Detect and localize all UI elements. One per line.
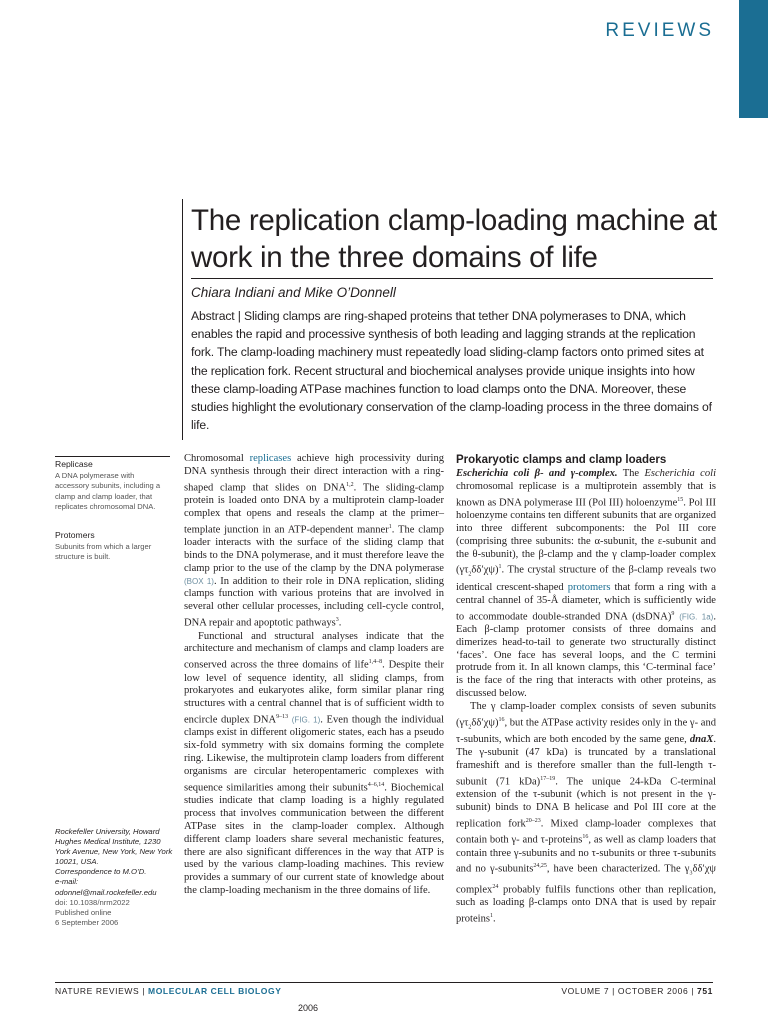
body-paragraph: Functional and structural analyses indicate that the architecture and mechanism of clamps and clamp loaders are conserved across the three domains of life$^{1,4-8}$. Despite their low level of sequence identity, all sliding clamps, from prokaryotes and eukaryotes alike, form similar planar ring structures with a central channel that is of sufficient width to encircle duplex DNA$^{9-13}$ (FIG. 1). Even though the individual clamps exist in different oligomeric states, each has a pseudo six-fold symmetry with six domains forming the complete ring. Likewise, the multiprotein clamp loaders from different organisms are circular heteropentameric complexes with sequence similarities among their subunits$^{4-6,14}$. Biochemical studies indicate that clamp loading is a highly regulated process that involves communication between the different ATPase sites in the clamp-loader complex. Although different clamp loaders share several mechanistic features, there are also significant differences in the way that ATP is used by the various clamp-loading machines. This review provides a summary of our current state of knowledge about the clamp-loading mechanism in the three domains of life. [184, 630, 445, 897]
journal-name: NATURE REVIEWS [55, 986, 140, 996]
side-tab-marker [739, 0, 768, 118]
body-column-2 [456, 453, 716, 926]
volume-info: VOLUME 7 | OCTOBER 2006 | [561, 986, 695, 996]
email-line[interactable]: e-mail: odonnel@mail.rockefeller.edu [55, 877, 157, 897]
title-horizontal-rule [191, 278, 713, 279]
affiliation-address: Rockefeller University, Howard Hughes Medical Institute, 1230 York Avenue, New York, New York 10021, USA. [55, 827, 173, 867]
article-abstract: Abstract | Sliding clamps are ring-shaped proteins that tether DNA polymerases to DNA, which enables the rapid and processive synthesis of both leading and lagging strands at the replication fork. The clamp-loading machinery must repeatedly load sliding-clamp factors onto primed sites at the replication fork. Recent structural and biochemical analyses provide unique insights into how these clamp-loading ATPase machines function to load clamps onto the DNA. Moreover, these studies highlight the evolutionary conservation of the clamp-loading process in the three domains of life. [191, 309, 712, 433]
glossary-definition: A DNA polymerase with accessory subunits, including a clamp and clamp loader, that replicates chromosomal DNA. [55, 471, 161, 511]
footer-journal: NATURE REVIEWS | MOLECULAR CELL BIOLOGY [55, 986, 282, 996]
body-paragraph: Escherichia coli β- and γ-complex. The Escherichia coli chromosomal replicase is a multiprotein assembly that is known as DNA polymerase III (Pol III) holoenzyme$^{15}$. Pol III holoenzyme contains ten different subunits that are organized into three different subcomponents: the Pol III core (comprising three subunits: the α-subunit, the ε-subunit and the θ-subunit), the β-clamp and the γ clamp-loader complex $(\gamma\tau_2\delta\delta'\chi\psi)^1$. The crystal structure of the β-clamp reveals two identical crescent-shaped protomers that form a ring with a central channel of 35-Å diameter, which is sufficiently wide to accommodate double-stranded DNA (dsDNA)$^9$ (FIG. 1a). Each β-clamp protomer consists of three domains and dimerizes head-to-tail to generate two structurally distinct ‘faces’. One face has several loops, and the C termini protrude from it. In all known clamps, this ‘C-terminal face’ is the face of the ring that interacts with other proteins, as discussed below. [456, 468, 716, 700]
title-vertical-rule [182, 199, 183, 440]
glossary-term: Protomers [55, 530, 95, 540]
article-authors: Chiara Indiani and Mike O’Donnell [191, 285, 396, 300]
glossary-rule [55, 456, 170, 457]
correspondence-line: Correspondence to M.O’D. [55, 867, 147, 877]
glossary-term: Replicase [55, 459, 93, 469]
section-heading: Prokaryotic clamps and clamp loaders [456, 454, 667, 466]
body-column-1 [184, 453, 444, 898]
page-number: 751 [697, 986, 713, 996]
published-label: Published online [55, 907, 112, 917]
published-date: 6 September 2006 [55, 917, 119, 927]
section-label: REVIEWS [605, 20, 714, 41]
bottom-year: 2006 [298, 1003, 319, 1013]
journal-section: MOLECULAR CELL BIOLOGY [148, 986, 282, 996]
glossary-entry-protomers [55, 530, 170, 563]
footer-volume [561, 986, 713, 996]
author-affiliation [55, 827, 173, 928]
glossary-entry-replicase [55, 459, 170, 512]
doi-line[interactable]: doi: 10.1038/nrm2022 [55, 897, 130, 907]
glossary-definition: Subunits from which a larger structure is built. [55, 542, 152, 562]
body-paragraph: Chromosomal replicases achieve high processivity during DNA synthesis through their direct interaction with a ring-shaped clamp that slides on DNA$^{1,2}$. The sliding-clamp protein is loaded onto DNA by a multiprotein clamp-loader complex that opens and reseals the clamp at the primer–template junction in an ATP-dependent manner$^1$. The clamp loader interacts with the surface of the sliding clamp that binds to the DNA polymerase, and it must therefore leave the clamp prior to the use of the clamp by the DNA polymerase (BOX 1). In addition to their role in DNA replication, sliding clamps function with various proteins that are involved in several other cellular processes, including cell-cycle control, DNA repair and apoptotic pathways$^3$. [184, 453, 445, 629]
article-title: The replication clamp-loading machine at work in the three domains of life [191, 204, 717, 274]
footer-rule [55, 982, 713, 983]
body-paragraph: The γ clamp-loader complex consists of seven subunits $(\gamma\tau_2\delta\delta'\chi\psi)^{16}$, but the ATPase activity resides only in the γ- and τ-subunits, which are both encoded by the same gene, dnaX. The γ-subunit (47 kDa) is truncated by a translational frameshift and is therefore smaller than the full-length τ-subunit (71 kDa)$^{17-19}$. The unique 24-kDa C-terminal extension of the τ-subunit (which is not present in the γ-subunit) binds to DNA B helicase and Pol III core at the replication fork$^{20-23}$. Mixed clamp-loader complexes that contain both γ- and τ-proteins$^{16}$, as well as clamp loaders that contain three γ-subunits and no τ-subunits or three τ-subunits and no γ-subunits$^{24,25}$, have been characterized. The $\gamma_3\delta\delta'\chi\psi$ complex$^{24}$ probably fulfils functions other than replication, such as loading β-clamps onto DNA that is used by repair proteins$^1$. [456, 701, 716, 925]
